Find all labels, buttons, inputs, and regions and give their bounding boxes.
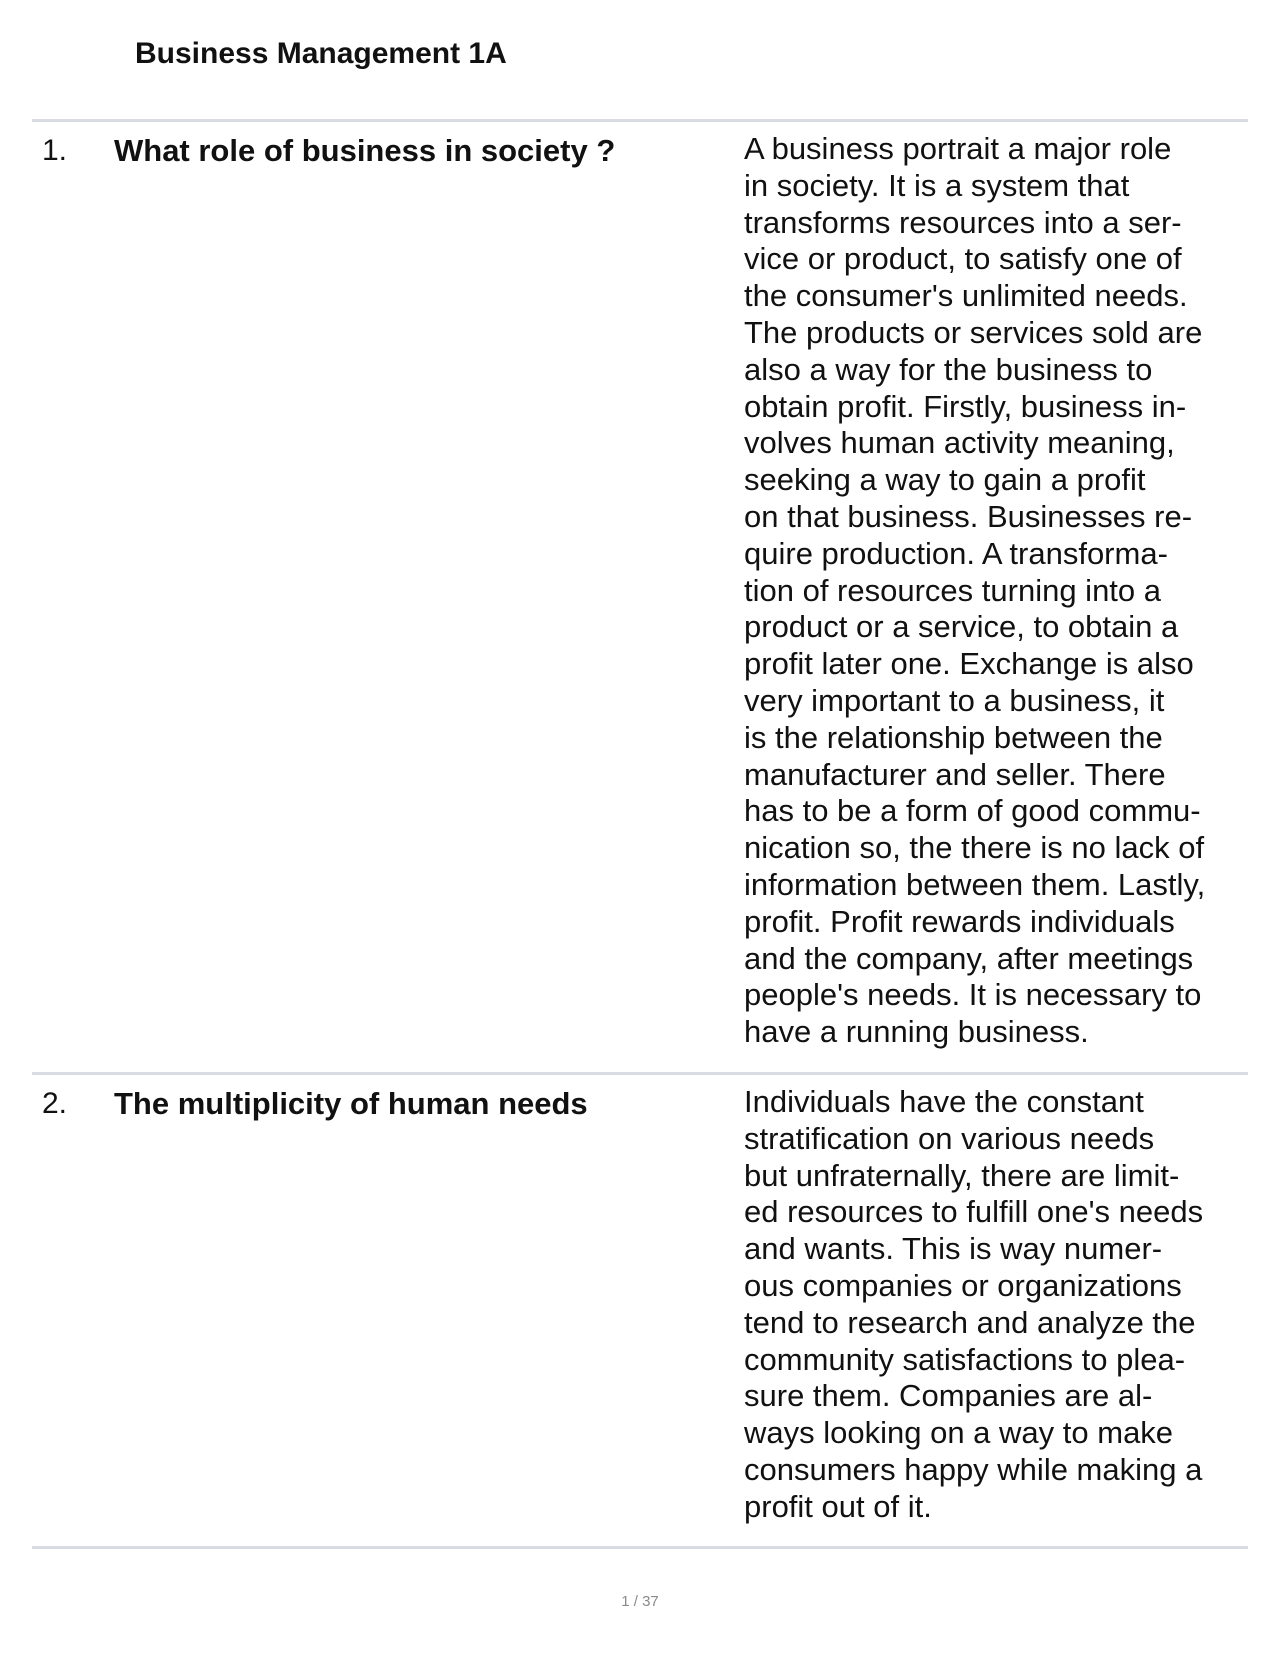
answer-line: on that business. Businesses re- [744, 498, 1193, 534]
answer-line: tend to research and analyze the [744, 1304, 1196, 1340]
answer-line: information between them. Lastly, [744, 866, 1206, 902]
answer-line: obtain profit. Firstly, business in- [744, 388, 1187, 424]
answer-line: Individuals have the constant [744, 1084, 1144, 1119]
answer-line: ways looking on a way to make [744, 1415, 1174, 1451]
answer-line: tion of resources turning into a [744, 572, 1162, 608]
answer-line: people's needs. It is necessary to [744, 977, 1202, 1013]
answer-line: and the company, after meetings [744, 940, 1194, 976]
card-answer [744, 131, 1244, 1051]
answer-line: transforms resources into a ser- [744, 204, 1182, 240]
answer-line: profit out of it. [744, 1488, 932, 1524]
answer-line: manufacturer and seller. There [744, 756, 1166, 792]
answer-line: is the relationship between the [744, 719, 1163, 755]
answer-line: stratification on various needs [744, 1120, 1155, 1156]
answer-line: seeking a way to gain a profit [744, 462, 1146, 498]
answer-line: very important to a business, it [744, 682, 1165, 718]
answer-line: ous companies or organizations [744, 1267, 1182, 1303]
answer-line: in society. It is a system that [744, 167, 1130, 203]
answer-line: and wants. This is way numer- [744, 1231, 1163, 1267]
answer-line: also a way for the business to [744, 351, 1153, 387]
answer-line: sure them. Companies are al- [744, 1378, 1153, 1414]
divider-bottom [32, 1546, 1248, 1549]
answer-line: quire production. A transforma- [744, 535, 1168, 571]
divider-middle [32, 1072, 1248, 1075]
card-question: What role of business in society ? [114, 133, 616, 168]
answer-line: volves human activity meaning, [744, 425, 1175, 461]
answer-line: consumers happy while making a [744, 1451, 1203, 1487]
answer-line: profit later one. Exchange is also [744, 646, 1194, 682]
page-indicator: 1 / 37 [621, 1593, 659, 1610]
divider-top [32, 119, 1248, 122]
answer-line: nication so, the there is no lack of [744, 830, 1205, 866]
answer-line: but unfraternally, there are limit- [744, 1157, 1180, 1193]
answer-line: the consumer's unlimited needs. [744, 278, 1188, 314]
answer-line: have a running business. [744, 1014, 1089, 1050]
document-title: Business Management 1A [135, 37, 507, 70]
card-answer [744, 1084, 1244, 1526]
card-number: 1. [42, 134, 68, 167]
answer-line: product or a service, to obtain a [744, 609, 1179, 645]
answer-line: ed resources to fulfill one's needs [744, 1194, 1204, 1230]
card-question: The multiplicity of human needs [114, 1086, 588, 1121]
answer-line: community satisfactions to plea- [744, 1341, 1186, 1377]
card-number: 2. [42, 1087, 68, 1120]
answer-line: has to be a form of good commu- [744, 793, 1201, 829]
answer-line: profit. Profit rewards individuals [744, 903, 1175, 939]
answer-line: A business portrait a major role [744, 131, 1172, 166]
answer-line: vice or product, to satisfy one of [744, 241, 1182, 277]
answer-line: The products or services sold are [744, 314, 1203, 350]
